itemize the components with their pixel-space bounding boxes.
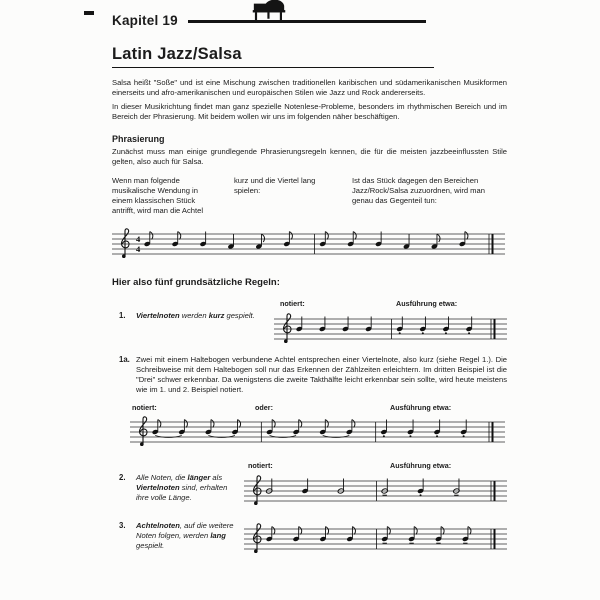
rule-text: Alle Noten, die länger als Viertelnoten sind, erhalten ihre volle Länge. [136,473,228,503]
page-content [112,8,507,555]
rule-text: Achtelnoten, auf die weitere Noten folgen, werden lang gespielt. [136,521,234,551]
page-title: Latin Jazz/Salsa [112,45,434,68]
column-classical: Wenn man folgende musikalische Wendung in einem klassischen Stück antrifft, wird man die Achtel [112,175,204,215]
three-column-block [112,176,507,216]
label-notiert: notiert: [248,461,273,471]
svg-text:4: 4 [136,233,141,244]
section-heading-phrasierung: Phrasierung [112,134,165,145]
label-row-2 [112,403,507,413]
music-staff-rule3 [244,521,507,555]
piano-icon [250,0,288,22]
label-notiert: notiert: [280,298,305,308]
rule-text: Zwei mit einem Haltebogen verbundene Achtel entsprechen einer Viertelnote, also kurz (siehe Regel 1.). Die Schreibweise mit dem Haltebogen soll nur das Erkennen der Zählzeiten erleichtern. Im dritten Beispiel ist die "Drei" schwer erkennbar. Da wenigstens die zweite Takthälfte leicht erkennbar sein sollte, wird heute meistens wie im 1. und 2. Beispiel notiert. [136,354,507,395]
intro-paragraph-2: In dieser Musikrichtung findet man ganz spezielle Notenlese-Probleme, besonders im rhythmischen Bereich und im Bereich der Phrasierung. Mit beidem wollen wir uns im folgenden näher beschäftigen. [112,102,507,122]
rule-number: 1a. [119,354,130,364]
phrasierung-paragraph: Zunächst muss man einige grundlegende Phrasierungsregeln kennen, die für die meisten jazzbeeinflussten Stile gelten, also auch für Salsa. [112,147,507,167]
chapter-header [112,8,507,32]
chapter-title: Kapitel 19 [112,12,178,28]
chapter-rule-line [188,20,426,22]
label-ausfuehrung: Ausführung etwa: [390,461,452,471]
intro-paragraph-1: Salsa heißt "Soße" und ist eine Mischung zwischen traditionellen karibischen und südamerikanischen Musikformen einerseits und afro-amerikanischen und europäischen Stilen wie Jazz und Rock andererseits. [112,78,507,98]
rule-1-row [112,311,507,345]
rule-text: Viertelnoten werden kurz gespielt. [136,310,255,320]
music-staff-rule1a [130,414,505,448]
rule-2-row [112,473,507,507]
rule-number: 3. [119,521,126,531]
music-staff-example [112,226,505,260]
music-staff-rule1 [274,311,507,345]
label-row-3 [112,461,507,471]
column-kurz-lang: kurz und die Viertel lang spielen: [234,175,316,195]
label-oder: oder: [255,403,273,413]
svg-text:4: 4 [136,243,141,254]
rule-number: 1. [119,310,126,320]
print-mark [84,11,94,15]
label-ausfuehrung: Ausführung etwa: [390,403,452,413]
rule-number: 2. [119,473,126,483]
label-ausfuehrung: Ausführung etwa: [396,298,458,308]
label-notiert: notiert: [132,403,157,413]
rules-heading: Hier also fünf grundsätzliche Regeln: [112,276,280,288]
music-staff-rule2 [244,473,507,507]
column-jazz: Ist das Stück dagegen den Bereichen Jazz/Rock/Salsa zuzuordnen, wird man genau das Gegenteil tun: [352,175,485,205]
rule-3-row [112,521,507,555]
rule-1a-row [112,355,507,395]
label-row-1 [112,299,507,309]
